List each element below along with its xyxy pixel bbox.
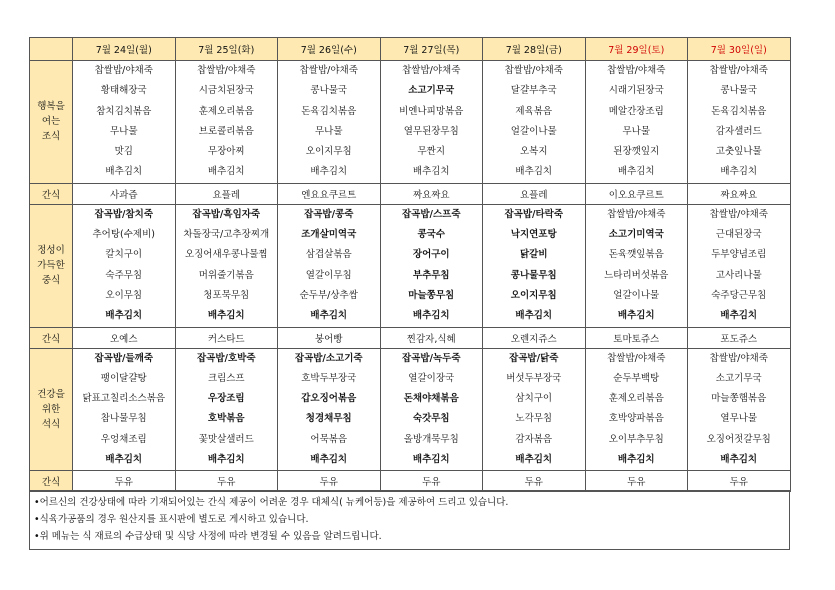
snack-cell: 이오요쿠르트 bbox=[585, 183, 688, 204]
menu-item: 돈채야채볶음 bbox=[403, 393, 459, 405]
menu-item: 맛김 bbox=[114, 146, 133, 158]
menu-item: 노각무침 bbox=[515, 413, 553, 425]
menu-cell bbox=[380, 204, 483, 327]
menu-item: 숙주무침 bbox=[105, 269, 143, 281]
menu-item: 찹쌀밥/야채죽 bbox=[402, 65, 461, 76]
snack-cell: 두유 bbox=[483, 471, 586, 492]
menu-item: 크림스프 bbox=[207, 372, 245, 384]
menu-item: 찹쌀밥/야채죽 bbox=[709, 65, 768, 76]
menu-item: 순두부백탕 bbox=[613, 372, 660, 384]
day-header: 7월 26일(수) bbox=[278, 38, 381, 61]
snack-label: 간식 bbox=[30, 327, 73, 348]
menu-item: 잡곡밥/닭죽 bbox=[509, 352, 559, 364]
header-corner-cell bbox=[30, 38, 73, 61]
snack-row bbox=[30, 327, 791, 348]
menu-item: 배추김치 bbox=[412, 310, 450, 322]
snack-cell: 두유 bbox=[380, 471, 483, 492]
day-header: 7월 29일(토) bbox=[585, 38, 688, 61]
menu-item: 메알간장조림 bbox=[608, 105, 664, 117]
menu-cell bbox=[483, 204, 586, 327]
menu-item: 잡곡밥/콩죽 bbox=[304, 208, 354, 220]
menu-item: 콩나물국 bbox=[720, 85, 758, 97]
menu-item: 청포묵무침 bbox=[203, 289, 250, 301]
menu-item: 무나물 bbox=[622, 125, 651, 137]
menu-item: 배추김치 bbox=[412, 166, 450, 178]
day-header: 7월 24일(월) bbox=[73, 38, 176, 61]
menu-item: 달걀부추국 bbox=[510, 85, 557, 97]
menu-item: 콩나물국 bbox=[310, 85, 348, 97]
menu-item: 소고기무국 bbox=[715, 372, 762, 384]
snack-cell: 두유 bbox=[688, 471, 791, 492]
menu-item: 감자볶음 bbox=[515, 433, 553, 445]
menu-item: 시금치된장국 bbox=[198, 85, 254, 97]
menu-item: 느타리버섯볶음 bbox=[604, 269, 669, 281]
menu-item: 잡곡밥/녹두죽 bbox=[401, 352, 461, 364]
snack-cell: 포도쥬스 bbox=[688, 327, 791, 348]
snack-cell: 짜요짜요 bbox=[688, 183, 791, 204]
menu-item: 배추김치 bbox=[207, 166, 245, 178]
meal-label bbox=[30, 61, 73, 184]
menu-item: 팽이달걀탕 bbox=[100, 372, 147, 384]
menu-item: 우엉채조림 bbox=[100, 433, 147, 445]
snack-cell: 오렌지쥬스 bbox=[483, 327, 586, 348]
menu-item: 배추김치 bbox=[310, 454, 348, 466]
menu-item: 조개살미역국 bbox=[301, 229, 357, 241]
menu-cell bbox=[688, 348, 791, 471]
menu-item: 잡곡밥/참치죽 bbox=[94, 208, 154, 220]
menu-cell bbox=[688, 204, 791, 327]
menu-item: 콩국수 bbox=[417, 229, 446, 241]
menu-item: 시래기된장국 bbox=[608, 85, 664, 97]
menu-item: 오징어새우콩나물찜 bbox=[184, 249, 268, 261]
weekly-menu-table bbox=[29, 37, 791, 492]
menu-item: 배추김치 bbox=[720, 310, 758, 322]
menu-item: 된장깻잎지 bbox=[613, 146, 660, 158]
menu-item: 배추김치 bbox=[617, 166, 655, 178]
menu-item: 찹쌀밥/야채죽 bbox=[94, 65, 153, 76]
menu-item: 배추김치 bbox=[412, 454, 450, 466]
meal-label-line: 여는 bbox=[41, 116, 61, 128]
menu-item: 오이지무침 bbox=[510, 289, 557, 301]
menu-cell bbox=[585, 348, 688, 471]
meal-row bbox=[30, 61, 791, 184]
menu-item: 근대된장국 bbox=[715, 229, 762, 241]
menu-item: 소고기무국 bbox=[408, 85, 455, 97]
meal-label-line: 건강을 bbox=[37, 388, 65, 400]
menu-item: 잡곡밥/들깨죽 bbox=[94, 352, 154, 364]
menu-item: 무나물 bbox=[109, 125, 138, 137]
menu-item: 참치김치볶음 bbox=[96, 105, 152, 117]
snack-cell: 커스타드 bbox=[175, 327, 278, 348]
menu-item: 찹쌀밥/야채죽 bbox=[299, 65, 358, 76]
menu-cell bbox=[278, 61, 381, 184]
snack-label: 간식 bbox=[30, 183, 73, 204]
menu-item: 버섯두부장국 bbox=[506, 372, 562, 384]
menu-item: 잡곡밥/타락죽 bbox=[504, 208, 564, 220]
menu-item: 배추김치 bbox=[617, 454, 655, 466]
snack-cell: 요플레 bbox=[483, 183, 586, 204]
menu-item: 소고기미역국 bbox=[608, 229, 664, 241]
menu-item: 숙주당근무침 bbox=[711, 289, 767, 301]
menu-item: 추어탕(수제비) bbox=[92, 229, 155, 241]
menu-cell bbox=[73, 61, 176, 184]
menu-item: 찹쌀밥/야채죽 bbox=[504, 65, 563, 76]
notes-box bbox=[29, 490, 790, 550]
meal-label-line: 가득한 bbox=[37, 260, 65, 272]
snack-cell: 붕어빵 bbox=[278, 327, 381, 348]
menu-item: 오복지 bbox=[519, 146, 548, 158]
menu-item: 잡곡밥/호박죽 bbox=[196, 352, 256, 364]
menu-cell bbox=[73, 204, 176, 327]
menu-item: 오이무침 bbox=[105, 289, 143, 301]
menu-item: 부추무침 bbox=[412, 269, 450, 281]
snack-cell: 찐감자,식혜 bbox=[380, 327, 483, 348]
menu-item: 오이지무침 bbox=[305, 146, 352, 158]
menu-item: 배추김치 bbox=[207, 454, 245, 466]
snack-cell: 엔요요쿠르트 bbox=[278, 183, 381, 204]
menu-cell bbox=[175, 204, 278, 327]
menu-cell bbox=[278, 204, 381, 327]
menu-item: 낙지연포탕 bbox=[510, 229, 557, 241]
menu-cell bbox=[73, 348, 176, 471]
menu-item: 훈제오리볶음 bbox=[608, 393, 664, 405]
menu-item: 머위줄기볶음 bbox=[198, 269, 254, 281]
meal-label-line: 조식 bbox=[41, 131, 61, 143]
snack-cell: 두유 bbox=[175, 471, 278, 492]
menu-item: 닭표고칠리소스볶음 bbox=[82, 393, 166, 405]
menu-item: 고사리나물 bbox=[715, 269, 762, 281]
menu-item: 호박양파볶음 bbox=[608, 413, 664, 425]
meal-label-line: 중식 bbox=[41, 275, 61, 287]
note-line: •식육가공품의 경우 원산지를 표시판에 별도로 게시하고 있습니다. bbox=[34, 514, 309, 525]
menu-cell bbox=[585, 61, 688, 184]
menu-item: 고춧잎나물 bbox=[715, 146, 762, 158]
menu-cell bbox=[380, 61, 483, 184]
day-header: 7월 25일(화) bbox=[175, 38, 278, 61]
menu-item: 찹쌀밥/야채죽 bbox=[607, 65, 666, 76]
menu-item: 비엔나피망볶음 bbox=[399, 105, 464, 117]
menu-item: 호박볶음 bbox=[207, 413, 245, 425]
snack-row bbox=[30, 183, 791, 204]
menu-item: 배추김치 bbox=[207, 310, 245, 322]
meal-row bbox=[30, 348, 791, 471]
menu-item: 마늘쫑무침 bbox=[408, 289, 455, 301]
menu-item: 열갈이장국 bbox=[408, 372, 455, 384]
menu-item: 숙갓무침 bbox=[412, 413, 450, 425]
menu-item: 제육볶음 bbox=[515, 105, 553, 117]
snack-cell: 사과즙 bbox=[73, 183, 176, 204]
menu-item: 얼갈이나물 bbox=[510, 125, 557, 137]
menu-item: 찹쌀밥/야채죽 bbox=[709, 352, 768, 364]
menu-item: 잡곡밥/스프죽 bbox=[401, 208, 461, 220]
menu-cell bbox=[175, 348, 278, 471]
menu-item: 돈육김치볶음 bbox=[711, 105, 767, 117]
menu-item: 찹쌀밥/야채죽 bbox=[607, 352, 666, 364]
menu-item: 배추김치 bbox=[515, 454, 553, 466]
menu-item: 돈육김치볶음 bbox=[301, 105, 357, 117]
menu-cell bbox=[688, 61, 791, 184]
menu-cell bbox=[175, 61, 278, 184]
menu-item: 황태해장국 bbox=[100, 85, 147, 97]
day-header: 7월 27일(목) bbox=[380, 38, 483, 61]
menu-item: 꽃맛살샐러드 bbox=[198, 433, 254, 445]
menu-item: 열갈이무침 bbox=[305, 269, 352, 281]
menu-item: 배추김치 bbox=[105, 310, 143, 322]
menu-item: 배추김치 bbox=[515, 166, 553, 178]
menu-cell bbox=[278, 348, 381, 471]
menu-item: 배추김치 bbox=[310, 166, 348, 178]
menu-item: 찹쌀밥/야채죽 bbox=[709, 208, 768, 220]
menu-item: 무짠지 bbox=[417, 146, 446, 158]
menu-cell bbox=[483, 61, 586, 184]
menu-item: 돈육깻잎볶음 bbox=[608, 249, 664, 261]
menu-item: 배추김치 bbox=[515, 310, 553, 322]
menu-item: 배추김치 bbox=[105, 454, 143, 466]
menu-item: 어묵볶음 bbox=[310, 433, 348, 445]
menu-item: 우장조림 bbox=[207, 393, 245, 405]
meal-label bbox=[30, 348, 73, 471]
snack-cell: 두유 bbox=[73, 471, 176, 492]
menu-item: 찹쌀밥/야채죽 bbox=[607, 208, 666, 220]
menu-item: 닭갈비 bbox=[519, 249, 548, 261]
snack-cell: 두유 bbox=[278, 471, 381, 492]
menu-item: 브로콜리볶음 bbox=[198, 125, 254, 137]
menu-item: 훈제오리볶음 bbox=[198, 105, 254, 117]
menu-item: 참나물무침 bbox=[100, 413, 147, 425]
menu-item: 삼치구이 bbox=[515, 393, 553, 405]
menu-item: 장어구이 bbox=[412, 249, 450, 261]
meal-label-line: 행복을 bbox=[37, 101, 65, 113]
menu-cell bbox=[380, 348, 483, 471]
meal-label bbox=[30, 204, 73, 327]
menu-item: 청경채무침 bbox=[305, 413, 352, 425]
day-header: 7월 28일(금) bbox=[483, 38, 586, 61]
menu-item: 삼겹살볶음 bbox=[305, 249, 352, 261]
meal-label-line: 정성이 bbox=[37, 245, 65, 257]
menu-item: 배추김치 bbox=[310, 310, 348, 322]
menu-item: 감자샐러드 bbox=[715, 125, 762, 137]
day-header: 7월 30일(일) bbox=[688, 38, 791, 61]
menu-item: 열무나물 bbox=[720, 413, 758, 425]
menu-item: 열무된장무침 bbox=[403, 125, 459, 137]
meal-label-line: 석식 bbox=[41, 418, 61, 430]
menu-item: 잡곡밥/흑임자죽 bbox=[192, 208, 261, 220]
menu-item: 오이부추무침 bbox=[608, 433, 664, 445]
menu-item: 배추김치 bbox=[105, 166, 143, 178]
snack-row bbox=[30, 471, 791, 492]
meal-label-line: 위한 bbox=[41, 403, 61, 415]
menu-cell bbox=[483, 348, 586, 471]
menu-item: 갑오징어볶음 bbox=[301, 393, 357, 405]
menu-cell bbox=[585, 204, 688, 327]
snack-cell: 토마토쥬스 bbox=[585, 327, 688, 348]
menu-item: 두부양념조림 bbox=[711, 249, 767, 261]
snack-label: 간식 bbox=[30, 471, 73, 492]
menu-item: 찹쌀밥/야채죽 bbox=[197, 65, 256, 76]
menu-item: 순두부/상추쌈 bbox=[299, 289, 358, 301]
snack-cell: 오예스 bbox=[73, 327, 176, 348]
menu-item: 칼치구이 bbox=[105, 249, 143, 261]
menu-item: 차돌장국/고추장찌개 bbox=[183, 229, 270, 241]
note-line: •어르신의 건강상태에 따라 기재되어있는 간식 제공이 어려운 경우 대체식( 뉴케어등)을 제공하여 드리고 있습니다. bbox=[34, 497, 509, 508]
menu-item: 호박두부장국 bbox=[301, 372, 357, 384]
menu-item: 배추김치 bbox=[720, 166, 758, 178]
meal-row bbox=[30, 204, 791, 327]
snack-cell: 요플레 bbox=[175, 183, 278, 204]
menu-item: 올방개묵무침 bbox=[403, 433, 459, 445]
menu-item: 잡곡밥/소고기죽 bbox=[294, 352, 363, 364]
snack-cell: 짜요짜요 bbox=[380, 183, 483, 204]
menu-item: 무장아찌 bbox=[207, 146, 245, 158]
menu-item: 마늘쫑햄볶음 bbox=[711, 393, 767, 405]
menu-item: 오징어젓갈무침 bbox=[706, 433, 771, 445]
note-line: •위 메뉴는 식 재료의 수급상태 및 식당 사정에 따라 변경될 수 있음을 알려드립니다. bbox=[34, 531, 382, 542]
menu-item: 배추김치 bbox=[720, 454, 758, 466]
menu-item: 배추김치 bbox=[617, 310, 655, 322]
snack-cell: 두유 bbox=[585, 471, 688, 492]
menu-item: 얼갈이나물 bbox=[613, 289, 660, 301]
date-header-row bbox=[30, 38, 791, 61]
menu-item: 콩나물무침 bbox=[510, 269, 557, 281]
menu-item: 무나물 bbox=[314, 125, 343, 137]
